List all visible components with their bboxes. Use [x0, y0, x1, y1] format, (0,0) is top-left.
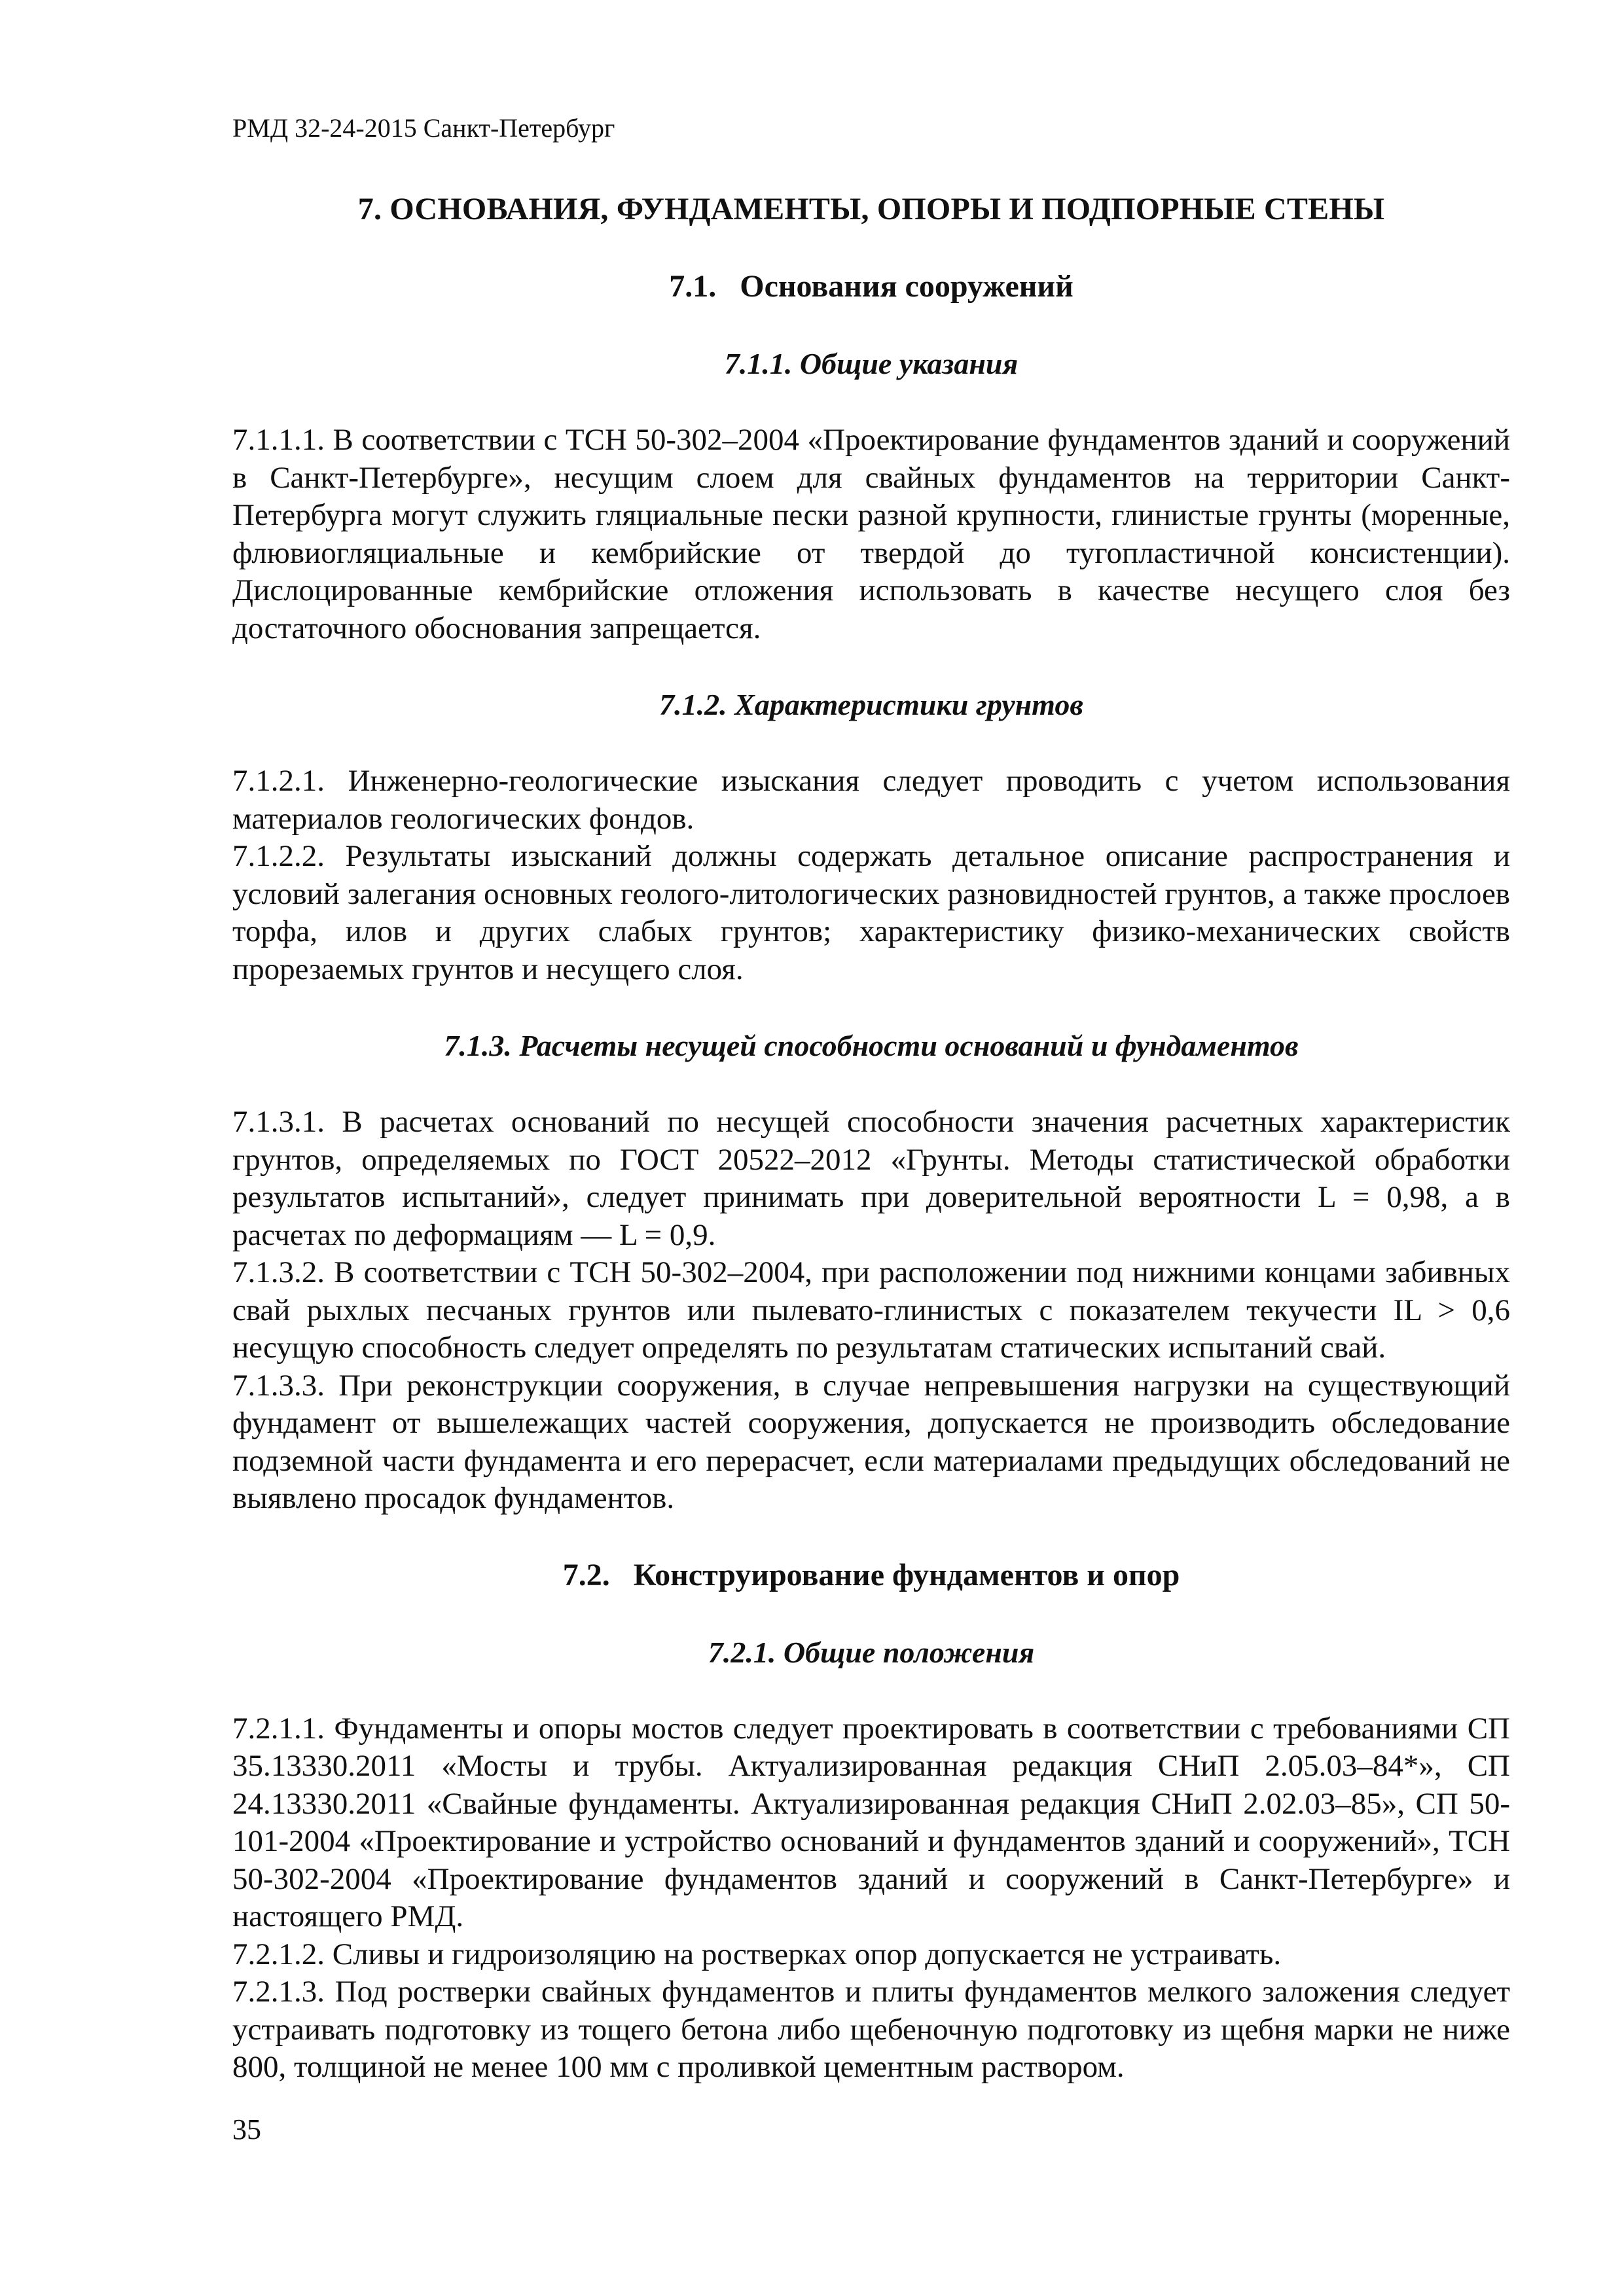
section-7-2-number: 7.2. — [562, 1557, 610, 1592]
subsection-7-1-3-text — [232, 1103, 1510, 1518]
subsection-7-2-1-text — [232, 1710, 1510, 2087]
subsection-7-1-2-text — [232, 762, 1510, 988]
subsection-7-1-2-title: 7.1.2. Характеристики грунтов — [659, 688, 1083, 721]
section-7-1-heading — [232, 267, 1510, 306]
section-7-2-title: Конструирование фундаментов и опор — [633, 1557, 1180, 1592]
section-7-1-number: 7.1. — [669, 269, 717, 304]
subsection-7-1-3-title: 7.1.3. Расчеты несущей способности оснований и фундаментов — [444, 1029, 1299, 1062]
paragraph-7-1-3-3: 7.1.3.3. При реконструкции сооружения, в случае непревышения нагрузки на существующий фундамент от вышележащих частей сооружения, допускается не производить обследование подземной части фундамента и его перерасчет, если материалами предыдущих обследований не выявлено просадок фундаментов. — [232, 1368, 1510, 1515]
paragraph-7-1-1-1: 7.1.1.1. В соответствии с ТСН 50-302–2004 «Проектирование фундаментов зданий и сооружений в Санкт-Петербурге», несущим слоем для свайных фундаментов на территории Санкт-Петербурга могут служить гляциальные пески разной крупности, глинистые грунты (моренные, флювиогляциальные и кембрийские от твердой до тугопластичной консистенции). Дислоцированные кембрийские отложения использовать в качестве несущего слоя без достаточного обоснования запрещается. — [232, 423, 1510, 645]
subsection-7-1-1-text — [232, 422, 1510, 647]
running-header: РМД 32-24-2015 Санкт-Петербург — [232, 113, 615, 143]
page-body — [232, 190, 1510, 2087]
subsection-7-1-1-title: 7.1.1. Общие указания — [724, 347, 1019, 380]
page-number: 35 — [232, 2113, 261, 2145]
paragraph-7-2-1-3: 7.2.1.3. Под ростверки свайных фундаментов и плиты фундаментов мелкого заложения следует устраивать подготовку из тощего бетона либо щебеночную подготовку из щебня марки не ниже 800, толщиной не менее 100 мм с проливкой цементным раствором. — [232, 1975, 1510, 2084]
section-7-1-title: Основания сооружений — [740, 269, 1074, 304]
paragraph-7-1-2-1: 7.1.2.1. Инженерно-геологические изыскания следует проводить с учетом использования материалов геологических фондов. — [232, 764, 1510, 836]
paragraph-7-2-1-1: 7.2.1.1. Фундаменты и опоры мостов следует проектировать в соответствии с требованиями СП 35.13330.2011 «Мосты и трубы. Актуализированная редакция СНиП 2.05.03–84*», СП 24.13330.2011 «Свайные фундаменты. Актуализированная редакция СНиП 2.02.03–85», СП 50-101-2004 «Проектирование и устройство оснований и фундаментов зданий и сооружений», ТСН 50-302-2004 «Проектирование фундаментов зданий и сооружений в Санкт-Петербурге» и настоящего РМД. — [232, 1711, 1510, 1933]
paragraph-7-1-2-2: 7.1.2.2. Результаты изысканий должны содержать детальное описание распространения и условий залегания основных геолого-литологических разновидностей грунтов, а также прослоев торфа, илов и других слабых грунтов; характеристику физико-механических свойств прорезаемых грунтов и несущего слоя. — [232, 839, 1510, 986]
paragraph-7-1-3-2: 7.1.3.2. В соответствии с ТСН 50-302–2004, при расположении под нижними концами забивных свай рыхлых песчаных грунтов или пылевато-глинистых с показателем текучести IL > 0,6 несущую способность следует определять по результатам статических испытаний свай. — [232, 1255, 1510, 1365]
subsection-7-2-1-title: 7.2.1. Общие положения — [708, 1635, 1035, 1669]
paragraph-7-1-3-1: 7.1.3.1. В расчетах оснований по несущей способности значения расчетных характеристик грунтов, определяемых по ГОСТ 20522–2012 «Грунты. Методы статистической обработки результатов испытаний», следует принимать при доверительной вероятности L = 0,98, а в расчетах по деформациям — L = 0,9. — [232, 1105, 1510, 1252]
section-7-2-heading — [232, 1556, 1510, 1595]
chapter-title: 7. ОСНОВАНИЯ, ФУНДАМЕНТЫ, ОПОРЫ И ПОДПОРНЫЕ СТЕНЫ — [357, 192, 1385, 226]
paragraph-7-2-1-2: 7.2.1.2. Сливы и гидроизоляцию на ростверках опор допускается не устраивать. — [232, 1937, 1282, 1971]
